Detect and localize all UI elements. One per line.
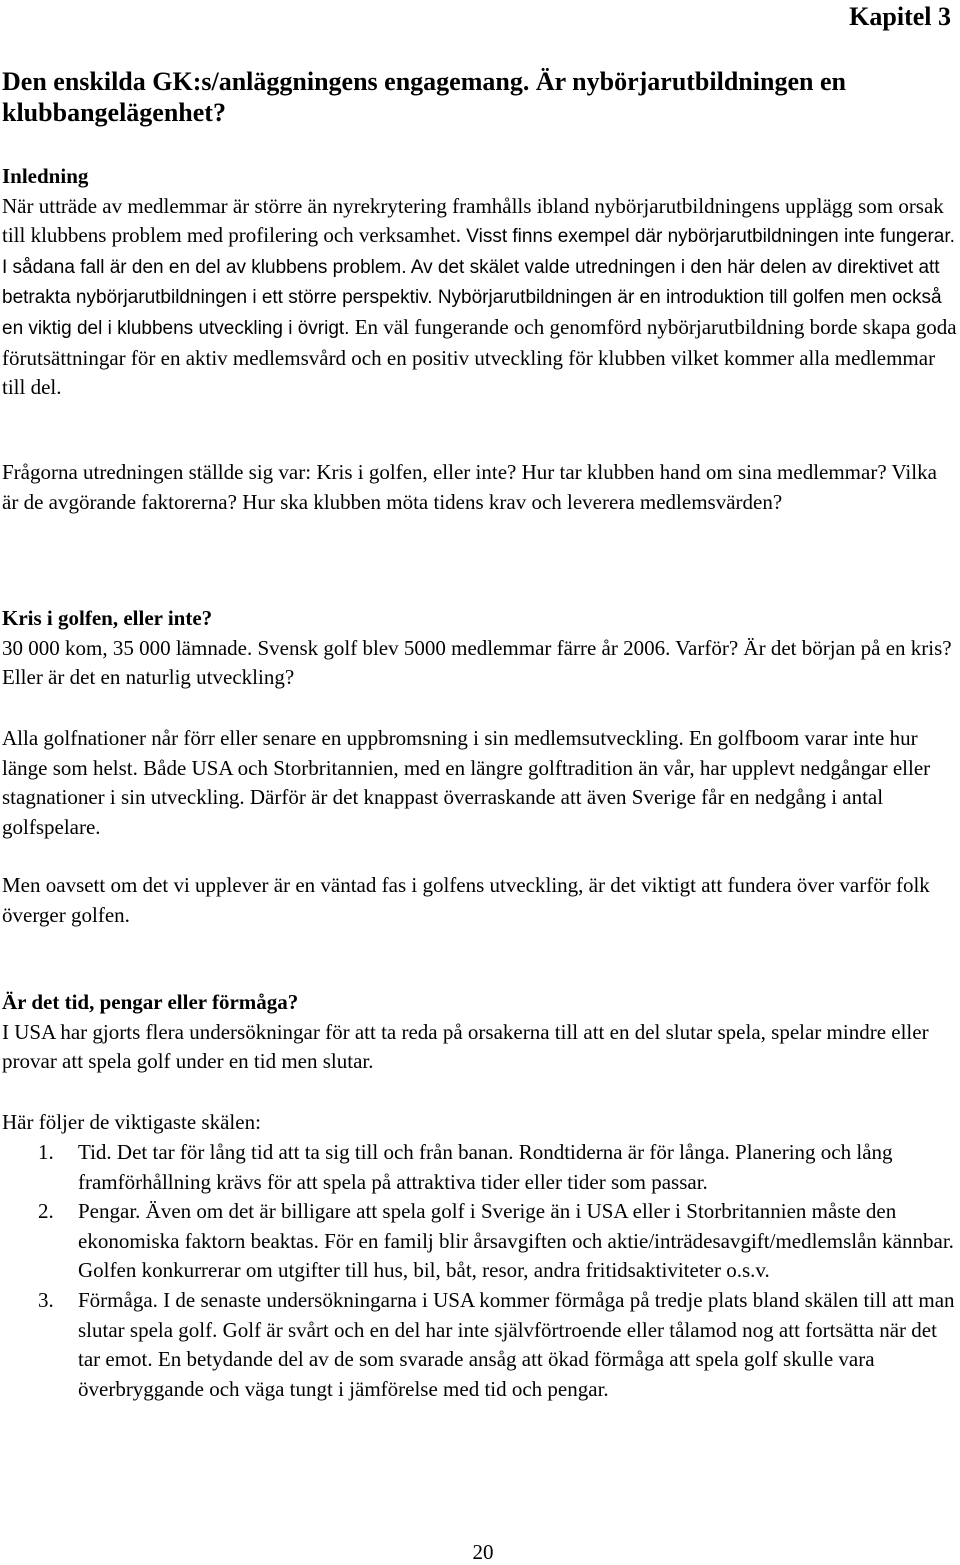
list-item — [2, 1138, 960, 1197]
list-item-text: Tid. Det tar för lång tid att ta sig till och från banan. Rondtiderna är för långa. Planering och lång framförhållning krävs för att spela på attraktiva tider eller tider som passar. — [78, 1140, 893, 1194]
reasons-section — [2, 988, 958, 1077]
reasons-paragraph: I USA har gjorts flera undersökningar för att ta reda på orsakerna till att en del slutar spela, spelar mindre eller provar att spela golf under en tid men slutar. — [2, 1019, 929, 1074]
intro-paragraph-part-3: En väl fungerande och genomförd nybörjarutbildning borde skapa goda förutsättningar för en aktiv medlemsvård och en positiv utveckling för klubben vilket kommer alla medlemmar till del. — [2, 314, 957, 400]
intro-paragraph-part-1: När utträde av medlemmar är större än nyrekrytering framhålls ibland nybörjarutbildningens upplägg som orsak till klubbens problem med profilering och verksamhet. — [2, 193, 944, 248]
reasons-list — [2, 1138, 960, 1404]
list-item-number: 3. — [38, 1287, 54, 1312]
crisis-paragraph-2: Alla golfnationer når förr eller senare en uppbromsning i sin medlemsutveckling. En golfboom varar inte hur länge som helst. Både USA och Storbritannien, med en längre golftradition än vår, har upplevt nedgångar eller stagnationer i sin utveckling. Därför är det knappast överraskande att även Sverige får en nedgång i antal golfspelare. — [2, 726, 931, 839]
list-item — [2, 1197, 960, 1286]
crisis-paragraph-1: 30 000 kom, 35 000 lämnade. Svensk golf blev 5000 medlemmar färre år 2006. Varför? Är det början på en kris? Eller är det en naturlig utveckling? — [2, 635, 952, 690]
intro-section — [2, 162, 958, 403]
page-number: 20 — [472, 1540, 494, 1564]
chapter-label: Kapitel 3 — [849, 2, 951, 31]
list-item-number: 2. — [38, 1199, 54, 1224]
reasons-list-intro: Här följer de viktigaste skälen: — [2, 1110, 261, 1134]
list-item — [2, 1286, 960, 1404]
crisis-section — [2, 604, 958, 693]
page-title: Den enskilda GK:s/anläggningens engagemang. Är nybörjarutbildningen en klubbangelägenhet? — [2, 67, 846, 127]
list-item-text: Pengar. Även om det är billigare att spela golf i Sverige än i USA eller i Storbritannien måste den ekonomiska faktorn beaktas. För en familj blir årsavgiften och aktie/inträdesavgift/medlemslån kännbar. Golfen konkurrerar om utgifter till hus, bil, båt, resor, andra fritidsaktiviteter o.s.v. — [78, 1199, 954, 1283]
crisis-heading: Kris i golfen, eller inte? — [2, 606, 213, 630]
intro-paragraph-part-2: Visst finns exempel där nybörjarutbildningen inte fungerar. I sådana fall är den en del av klubbens problem. Av det skälet valde utredningen i den här delen av direktivet att betrakta nybörjarutbildningen i ett större perspektiv. Nybörjarutbildningen är en introduktion till golfen men också en viktig del i klubbens utveckling i övrigt. — [2, 226, 955, 339]
list-item-number: 1. — [38, 1140, 54, 1164]
intro-questions-paragraph: Frågorna utredningen ställde sig var: Kris i golfen, eller inte? Hur tar klubben hand om sina medlemmar? Vilka är de avgörande faktorerna? Hur ska klubben möta tidens krav och leverera medlemsvärden? — [2, 460, 937, 514]
crisis-paragraph-3: Men oavsett om det vi upplever är en väntad fas i golfens utveckling, är det viktigt att fundera över varför folk överger golfen. — [2, 873, 930, 927]
reasons-heading: Är det tid, pengar eller förmåga? — [2, 990, 299, 1014]
list-item-text: Förmåga. I de senaste undersökningarna i USA kommer förmåga på tredje plats bland skälen till att man slutar spela golf. Golf är svårt och en del har inte självförtroende eller tålamod nog att fortsätta när det tar emot. En betydande del av de som svarade ansåg att ökad förmåga att spela golf skulle vara överbryggande och väga tungt i jämförelse med tid och pengar. — [78, 1287, 955, 1401]
intro-heading: Inledning — [2, 164, 89, 188]
